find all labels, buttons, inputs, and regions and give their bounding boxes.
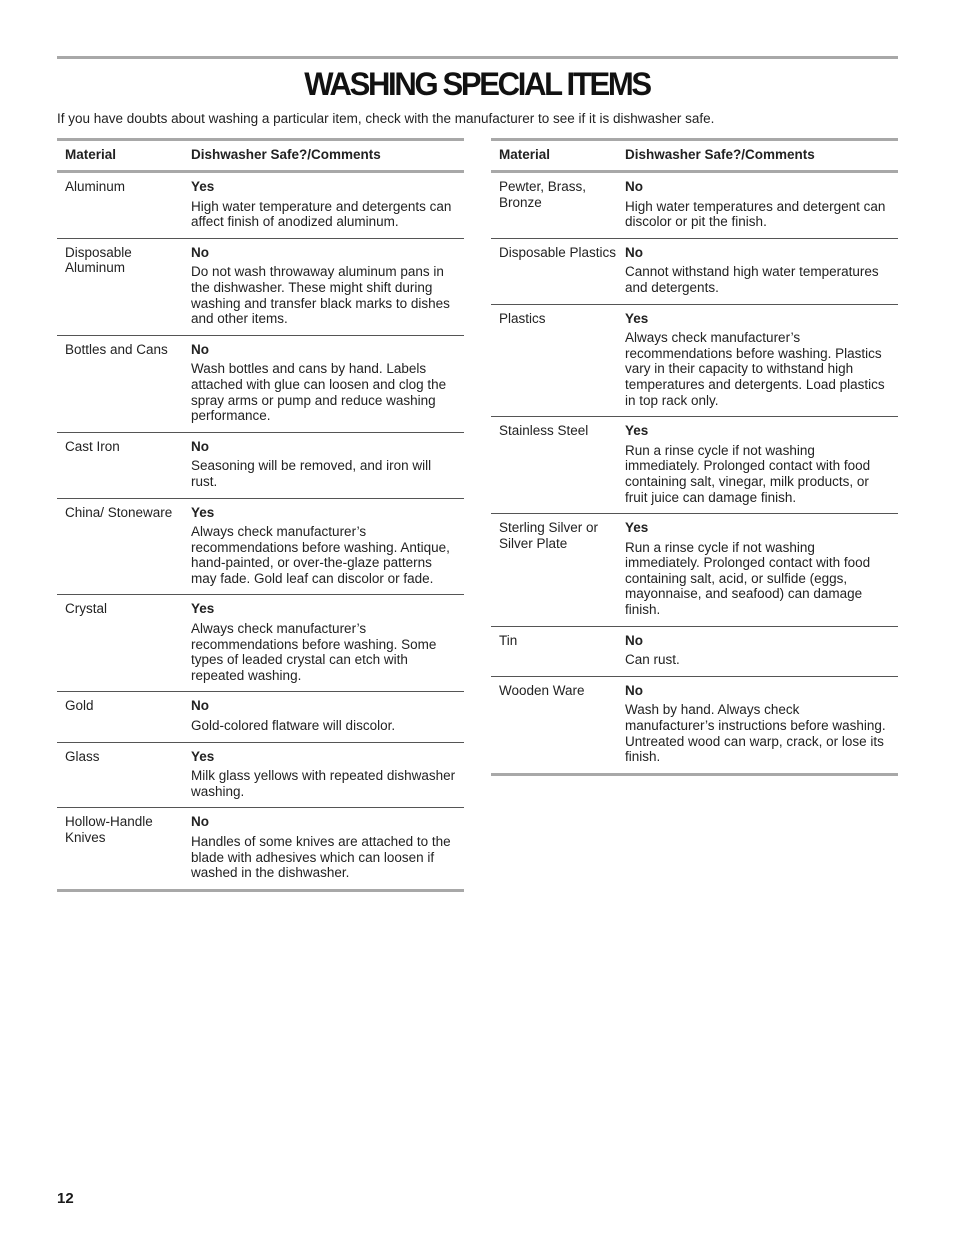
table-row — [491, 172, 898, 239]
table-row — [57, 432, 464, 498]
comments-cell — [625, 676, 898, 774]
left-table-column — [57, 138, 464, 892]
material-cell: Pewter, Brass, Bronze — [499, 179, 587, 210]
comments-cell — [625, 626, 898, 676]
dishwasher-safe-verdict: Yes — [191, 179, 215, 194]
table-row — [57, 808, 464, 890]
material-column-header: Material — [57, 140, 191, 172]
table-row — [57, 595, 464, 692]
comments-cell — [191, 432, 464, 498]
comment-text: Always check manufacturer’s recommendations before washing. Plastics vary in their capacity to withstand high temperatures and detergents. Load plastics in top rack only. — [625, 330, 885, 408]
comments-cell — [191, 498, 464, 595]
material-cell: Tin — [491, 626, 625, 676]
comment-text: Always check manufacturer’s recommendations before washing. Some types of leaded crystal can etch with repeated washing. — [191, 621, 437, 683]
material-cell: Cast Iron — [57, 432, 191, 498]
comments-cell — [625, 172, 898, 239]
comment-text: Seasoning will be removed, and iron will rust. — [191, 458, 432, 489]
table-row — [491, 417, 898, 514]
table-row — [57, 498, 464, 595]
left-table-body — [57, 172, 464, 891]
comment-text: Gold-colored flatware will discolor. — [191, 718, 396, 734]
comments-cell — [191, 238, 464, 335]
dishwasher-safe-verdict: Yes — [191, 748, 215, 764]
dishwasher-safe-verdict: No — [191, 341, 209, 357]
dishwasher-safe-verdict: No — [625, 179, 643, 194]
comments-cell — [625, 514, 898, 627]
material-cell: Stainless Steel — [491, 417, 625, 514]
dishwasher-safe-verdict: No — [625, 632, 643, 648]
material-cell: Bottles and Cans — [57, 335, 191, 432]
comments-cell — [191, 742, 464, 808]
right-table-body — [491, 172, 898, 775]
dishwasher-safe-verdict: Yes — [625, 520, 649, 536]
dishwasher-safe-verdict: No — [191, 814, 209, 830]
intro-text: If you have doubts about washing a particular item, check with the manufacturer to see if it is dishwasher safe. — [57, 111, 715, 126]
comment-text: Wash bottles and cans by hand. Labels attached with glue can loosen and clog the spray arms or pump and reduce washing performance. — [191, 361, 447, 424]
table-row — [491, 238, 898, 304]
table-row — [57, 692, 464, 742]
comments-cell — [625, 238, 898, 304]
material-cell: Plastics — [491, 304, 625, 417]
material-cell: China/ Stoneware — [57, 498, 191, 595]
page-title: WASHING SPECIAL ITEMS — [304, 66, 650, 102]
comment-text: Handles of some knives are attached to the blade with adhesives which can loosen if washed in the dishwasher. — [191, 834, 451, 881]
table-row — [57, 238, 464, 335]
table-row — [57, 172, 464, 239]
comments-cell — [191, 808, 464, 890]
dishwasher-safe-verdict: Yes — [191, 601, 215, 617]
material-cell: Sterling Silver or Silver Plate — [491, 514, 625, 627]
dishwasher-safe-verdict: No — [625, 244, 643, 260]
table-row — [491, 626, 898, 676]
table-row — [491, 304, 898, 417]
table-header-row — [491, 140, 898, 172]
material-cell: Wooden Ware — [491, 676, 625, 774]
table-header-row — [57, 140, 464, 172]
comment-text: High water temperature and detergents can affect finish of anodized aluminum. — [191, 198, 452, 230]
material-cell: Aluminum — [65, 179, 126, 194]
comment-text: Do not wash throwaway aluminum pans in the dishwasher. These might shift during washing and transfer black marks to dishes and other items. — [191, 264, 450, 327]
comments-cell — [625, 417, 898, 514]
comment-text: Milk glass yellows with repeated dishwasher washing. — [191, 768, 456, 799]
comments-column-header: Dishwasher Safe?/Comments — [625, 140, 898, 172]
table-row — [491, 676, 898, 774]
material-cell: Crystal — [57, 595, 191, 692]
material-cell: Hollow-Handle Knives — [57, 808, 191, 890]
table-row — [57, 742, 464, 808]
dishwasher-safe-verdict: No — [625, 682, 643, 698]
comment-text: Always check manufacturer’s recommendations before washing. Antique, hand-painted, or over-the-glaze patterns may fade. Gold leaf can discolor or fade. — [191, 524, 450, 586]
table-row — [57, 335, 464, 432]
dishwasher-safe-verdict: No — [191, 438, 209, 454]
right-table-column — [491, 138, 898, 776]
comments-cell — [191, 595, 464, 692]
comments-cell — [625, 304, 898, 417]
table-row — [491, 514, 898, 627]
comment-text: Can rust. — [625, 652, 680, 668]
comment-text: Run a rinse cycle if not washing immediately. Prolonged contact with food containing salt, vinegar, milk products, or fruit juice can damage finish. — [625, 442, 871, 505]
left-materials-table — [57, 138, 464, 892]
material-column-header: Material — [491, 140, 625, 172]
comment-text: High water temperatures and detergent can discolor or pit the finish. — [625, 198, 886, 230]
dishwasher-safe-verdict: No — [191, 244, 209, 260]
material-cell: Disposable Plastics — [491, 238, 625, 304]
page-number: 12 — [57, 1190, 74, 1207]
material-cell: Gold — [57, 692, 191, 742]
comments-cell — [191, 335, 464, 432]
dishwasher-safe-verdict: Yes — [191, 504, 215, 520]
comment-text: Wash by hand. Always check manufacturer’s instructions before washing. Untreated wood can warp, crack, or lose its finish. — [625, 702, 886, 765]
dishwasher-safe-verdict: No — [191, 698, 209, 714]
dishwasher-safe-verdict: Yes — [625, 310, 649, 326]
comment-text: Run a rinse cycle if not washing immediately. Prolonged contact with food containing salt, acid, or sulfide (eggs, mayonnaise, and seafood) can damage finish. — [625, 539, 871, 618]
comments-column-header: Dishwasher Safe?/Comments — [191, 140, 464, 172]
comments-cell — [191, 172, 464, 239]
comments-cell — [191, 692, 464, 742]
material-cell: Disposable Aluminum — [57, 238, 191, 335]
right-materials-table — [491, 138, 898, 776]
comment-text: Cannot withstand high water temperatures and detergents. — [625, 264, 879, 295]
material-cell: Glass — [57, 742, 191, 808]
dishwasher-safe-verdict: Yes — [625, 423, 649, 439]
top-rule — [57, 56, 898, 59]
